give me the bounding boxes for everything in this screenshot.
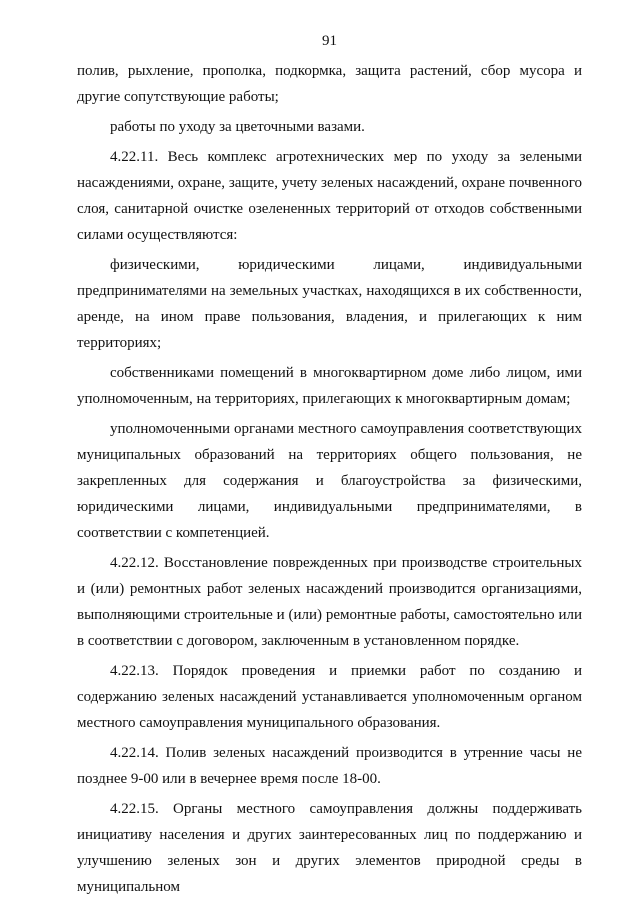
paragraph-6: уполномоченными органами местного самоуправления соответствующих муниципальных образований на территориях общего пользования, не закрепленных для содержания и благоустройства за физическими, юридическими лицами, индивидуальными предпринимателями, в соответствии с компетенцией. — [77, 421, 582, 541]
paragraph-1: полив, рыхление, прополка, подкормка, защита растений, сбор мусора и другие сопутствующие работы; — [77, 63, 582, 105]
paragraph-5: собственниками помещений в многоквартирном доме либо лицом, ими уполномоченным, на территориях, прилегающих к многоквартирным домам; — [77, 365, 582, 407]
paragraph-9: 4.22.14. Полив зеленых насаждений производится в утренние часы не позднее 9-00 или в вечернее время после 18-00. — [77, 745, 582, 787]
page-number: 91 — [322, 33, 337, 49]
paragraph-7: 4.22.12. Восстановление поврежденных при производстве строительных и (или) ремонтных работ зеленых насаждений производится организациями, выполняющими строительные и (или) ремонтные работы, самостоятельно или в соответствии с договором, заключенным в установленном порядке. — [77, 555, 582, 649]
paragraph-4: физическими, юридическими лицами, индивидуальными предпринимателями на земельных участках, находящихся в их собственности, аренде, на ином праве пользования, владения, и прилегающих к ним территориях; — [77, 257, 582, 351]
paragraph-3: 4.22.11. Весь комплекс агротехнических мер по уходу за зелеными насаждениями, охране, защите, учету зеленых насаждений, охране почвенного слоя, санитарной очистке озелененных территорий от отходов собственными силами осуществляются: — [77, 149, 582, 243]
paragraph-10: 4.22.15. Органы местного самоуправления должны поддерживать инициативу населения и других заинтересованных лиц по поддержанию и улучшению зеленых зон и других элементов природной среды в муниципальном — [77, 801, 582, 895]
paragraph-8: 4.22.13. Порядок проведения и приемки работ по созданию и содержанию зеленых насаждений устанавливается уполномоченным органом местного самоуправления муниципального образования. — [77, 663, 582, 731]
paragraph-2: работы по уходу за цветочными вазами. — [110, 119, 365, 135]
